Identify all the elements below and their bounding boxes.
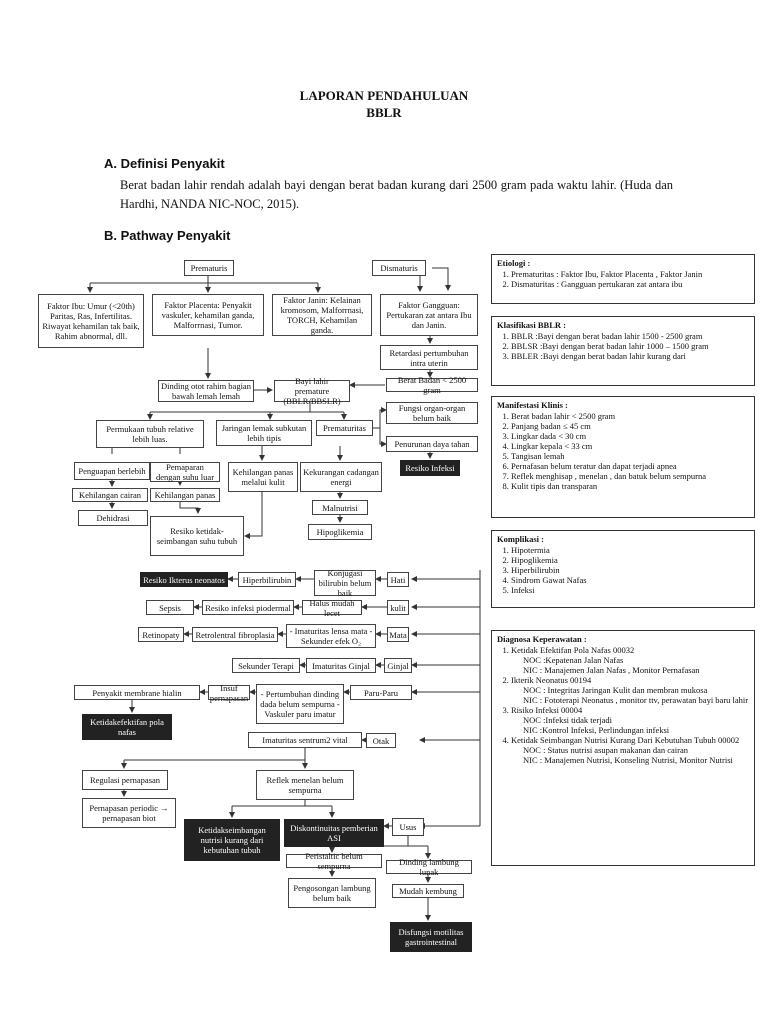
- klasifikasi-item: 2. BBLSR :Bayi dengan berat badan lahir 1000 – 1500 gram: [511, 341, 749, 351]
- node-ginjal: Ginjal: [384, 658, 412, 673]
- manifestasi-item: 3. Lingkar dada < 30 cm: [511, 431, 749, 441]
- node-imaturitas-lensa: - Imaturitas lensa mata - Sekunder efek O₂: [286, 624, 376, 648]
- diagnosa-noc: NOC :Infeksi tidak terjadi: [523, 715, 612, 725]
- doc-title: LAPORAN PENDAHULUAN: [299, 88, 469, 103]
- node-ketidakefektifan-pola: Ketidakefektifan pola nafas: [82, 714, 172, 740]
- diagnosa-item: [511, 675, 749, 705]
- node-retardasi: Retardasi pertumbuhan intra uterin: [380, 345, 478, 370]
- node-kulit: kulit: [387, 600, 409, 615]
- node-mudah-kembung: Mudah kembung: [392, 884, 464, 898]
- diagnosa-nic: NIC : Manajemen Jalan Nafas , Monitor Pernafasan: [523, 665, 700, 675]
- node-kehilangan-panas: Kehilangan panas: [150, 488, 220, 502]
- komplikasi-item: 5. Infeksi: [511, 585, 749, 595]
- node-fungsi-organ: Fungsi organ-organ belum baik: [386, 402, 478, 424]
- diagnosa-title: 2. Ikterik Neonatus 00194: [511, 675, 592, 685]
- diagnosa-item: [511, 735, 749, 765]
- node-peristaltic: Peristaltic belum sempurna: [286, 854, 382, 868]
- node-faktor-gangguan: Faktor Gangguan: Pertukaran zat antara Ibu dan Janin.: [380, 294, 478, 336]
- diagnosa-title: 3. Risiko Infeksi 00004: [511, 705, 583, 715]
- manifestasi-panel: [491, 396, 755, 518]
- komplikasi-panel: [491, 530, 755, 608]
- node-dinding-otot: Dinding otot rahim bagian bawah lemah lemah: [158, 380, 254, 402]
- komplikasi-item: 3. Hiperbilirubin: [511, 565, 749, 575]
- node-pertumbuhan-dinding: - Pertumbuhan dinding dada belum sempurna - Vaskuler paru imatur: [256, 684, 344, 724]
- node-permukaan-tubuh: Permukaan tubuh relative lebih luas.: [96, 420, 204, 448]
- node-pemaparan: Pemaparan dengan suhu luar: [150, 462, 220, 482]
- node-prematuris: Prematuris: [184, 260, 234, 276]
- diagnosa-item: [511, 705, 749, 735]
- node-penguapan: Penguapan berlebih: [74, 462, 150, 480]
- node-insuf-pernapasan: Insuf pernapasan: [209, 682, 249, 703]
- klasifikasi-item: 1. BBLR :Bayi dengan berat badan lahir 1500 - 2500 gram: [511, 331, 749, 341]
- node-faktor-ibu: Faktor Ibu: Umur (<20th) Paritas, Ras, Infertilitas. Riwayat kehamilan tak baik, Rahim abnormal, dll.: [38, 294, 144, 348]
- manifestasi-item: 4. Lingkar kepala < 33 cm: [511, 441, 749, 451]
- node-resiko-ketidak: Resiko ketidak-seimbangan suhu tubuh: [150, 516, 244, 556]
- node-hiperbilirubin: Hiperbilirubin: [238, 572, 296, 587]
- diagnosa-heading: Diagnosa Keperawatan :: [497, 634, 587, 644]
- node-kehilangan-panas-kulit: Kehilangan panas melalui kulit: [228, 462, 298, 492]
- node-dinding-lambung: Dinding lambung lunak: [386, 860, 472, 874]
- etiologi-item: 1. Prematuritas : Faktor Ibu, Faktor Placenta , Faktor Janin: [511, 269, 749, 279]
- node-penyakit-membrane: Penyakit membrane hialin: [74, 685, 200, 700]
- manifestasi-item: 7. Reflek menghisap , menelan , dan batuk belum sempurna: [511, 471, 749, 481]
- node-pernapasan-periodic: Pernapasan periodic → pernapasan biot: [82, 798, 176, 828]
- node-dehidrasi: Dehidrasi: [78, 510, 148, 526]
- node-resiko-infeksi: Resiko Infeksi: [400, 460, 460, 476]
- node-resiko-ikterus: Resiko Ikterus neonatos: [140, 572, 228, 587]
- node-bayi-lahir: Bayi lahir premature (BBLR/BBSLR): [274, 380, 350, 402]
- node-dismaturis: Dismaturis: [372, 260, 426, 276]
- klasifikasi-heading: Klasifikasi BBLR :: [497, 320, 566, 330]
- node-prematuritas: Prematuritas: [316, 420, 373, 436]
- node-otak: Otak: [366, 733, 396, 748]
- node-reflek-menelan: Reflek menelan belum sempurna: [256, 770, 354, 800]
- klasifikasi-panel: [491, 316, 755, 386]
- node-retrolentral: Retrolentral fibroplasia: [192, 627, 278, 642]
- node-mata: Mata: [387, 627, 409, 642]
- node-usus: Usus: [392, 818, 424, 836]
- diagnosa-noc: NOC : Integritas Jaringan Kulit dan membran mukosa: [523, 685, 708, 695]
- node-halus-mudah: Halus mudah lecet: [302, 600, 362, 615]
- manifestasi-item: 1. Berat badan lahir < 2500 gram: [511, 411, 749, 421]
- node-retinopaty: Retinopaty: [138, 627, 184, 642]
- diagnosa-nic: NIC :Kontrol Infeksi, Perlindungan infeksi: [523, 725, 670, 735]
- diagnosa-noc: NOC :Kepatenan Jalan Nafas: [523, 655, 624, 665]
- manifestasi-item: 8. Kulit tipis dan transparan: [511, 481, 749, 491]
- manifestasi-item: 5. Tangisan lemah: [511, 451, 749, 461]
- node-kehilangan-cairan: Kehilangan cairan: [72, 488, 148, 502]
- manifestasi-item: 2. Panjang badan ≤ 45 cm: [511, 421, 749, 431]
- komplikasi-heading: Komplikasi :: [497, 534, 544, 544]
- node-diskontinuitas: Diskontinuitas pemberian ASI: [284, 819, 384, 847]
- diagnosa-item: [511, 645, 749, 675]
- node-berat-badan: Berat Badan < 2500 gram: [386, 378, 478, 392]
- node-imaturitas-ginjal: Imaturitas Ginjal: [306, 658, 376, 673]
- section-a-heading: A. Definisi Penyakit: [104, 156, 225, 171]
- diagnosa-nic: NIC : Fototerapi Neonatus , monitor ttv, perawatan bayi baru lahir: [523, 695, 749, 705]
- manifestasi-item: 6. Pernafasan belum teratur dan dapat terjadi apnea: [511, 461, 749, 471]
- node-hipoglikemia: Hipoglikemia: [308, 524, 372, 540]
- node-paru-paru: Paru-Paru: [350, 685, 412, 700]
- node-faktor-janin: Faktor Janin: Kelainan kromosom, Malforrnasi, TORCH, Kehamilan ganda.: [272, 294, 372, 336]
- definition-paragraph: Berat badan lahir rendah adalah bayi dengan berat badan kurang dari 2500 gram pada waktu lahir. (Huda dan Hardhi, NANDA NIC-NOC, 2015).: [120, 178, 673, 211]
- node-sekunder-terapi: Sekunder Terapi: [232, 658, 300, 673]
- klasifikasi-item: 3. BBLER :Bayi dengan berat badan lahir kurang dari: [511, 351, 749, 361]
- doc-subtitle: BBLR: [366, 105, 402, 120]
- node-regulasi: Regulasi pernapasan: [82, 770, 168, 790]
- etiologi-panel: [491, 254, 755, 304]
- node-imaturitas-sentrum: Imaturitas sentrum2 vital: [248, 732, 362, 748]
- node-penurunan-daya: Penurunan daya tahan: [386, 436, 478, 452]
- node-hati: Hati: [387, 572, 409, 587]
- diagnosa-title: 1. Ketidak Efektifan Pola Nafas 00032: [511, 645, 635, 655]
- komplikasi-item: 4. Sindrom Gawat Nafas: [511, 575, 749, 585]
- manifestasi-heading: Manifestasi Klinis :: [497, 400, 568, 410]
- node-resiko-piodermal: Resiko infeksi piodermal: [202, 600, 294, 615]
- etiologi-item: 2. Dismaturitas : Gangguan pertukaran zat antara ibu: [511, 279, 749, 289]
- etiologi-heading: Etiologi :: [497, 258, 531, 268]
- komplikasi-item: 2. Hipoglikemia: [511, 555, 749, 565]
- node-sepsis: Sepsis: [146, 600, 194, 615]
- node-kekurangan-cadangan: Kekurangan cadangan energi: [300, 462, 382, 492]
- node-jaringan-lemak: Jaringan lemak subkutan lebih tipis: [216, 420, 312, 446]
- diagnosa-noc: NOC : Status nutrisi asupan makanan dan cairan: [523, 745, 689, 755]
- komplikasi-item: 1. Hipotermia: [511, 545, 749, 555]
- diagnosa-title: 4. Ketidak Seimbangan Nutrisi Kurang Dari Kebutuhan Tubuh 00002: [511, 735, 740, 745]
- diagnosa-panel: [491, 630, 755, 866]
- node-faktor-placenta: Faktor Placenta: Penyakit vaskuler, kehamilan ganda, Malforrnasi, Tumor.: [152, 294, 264, 336]
- node-disfungsi: Disfungsi motilitas gastrointestinal: [390, 922, 472, 952]
- node-ketidakseimbangan-nutrisi: Ketidakseimbangan nutrisi kurang dari kebutuhan tubuh: [184, 819, 280, 861]
- section-b-heading: B. Pathway Penyakit: [104, 228, 231, 243]
- node-konjugasi: Konjugasi bilirubin belum baik: [314, 570, 376, 596]
- diagnosa-nic: NIC : Manajemen Nutrisi, Konseling Nutrisi, Monitor Nutrisi: [523, 755, 733, 765]
- node-malnutrisi: Malnutrisi: [312, 500, 368, 515]
- node-pengosongan: Pengosongan lambung belum baik: [288, 878, 376, 908]
